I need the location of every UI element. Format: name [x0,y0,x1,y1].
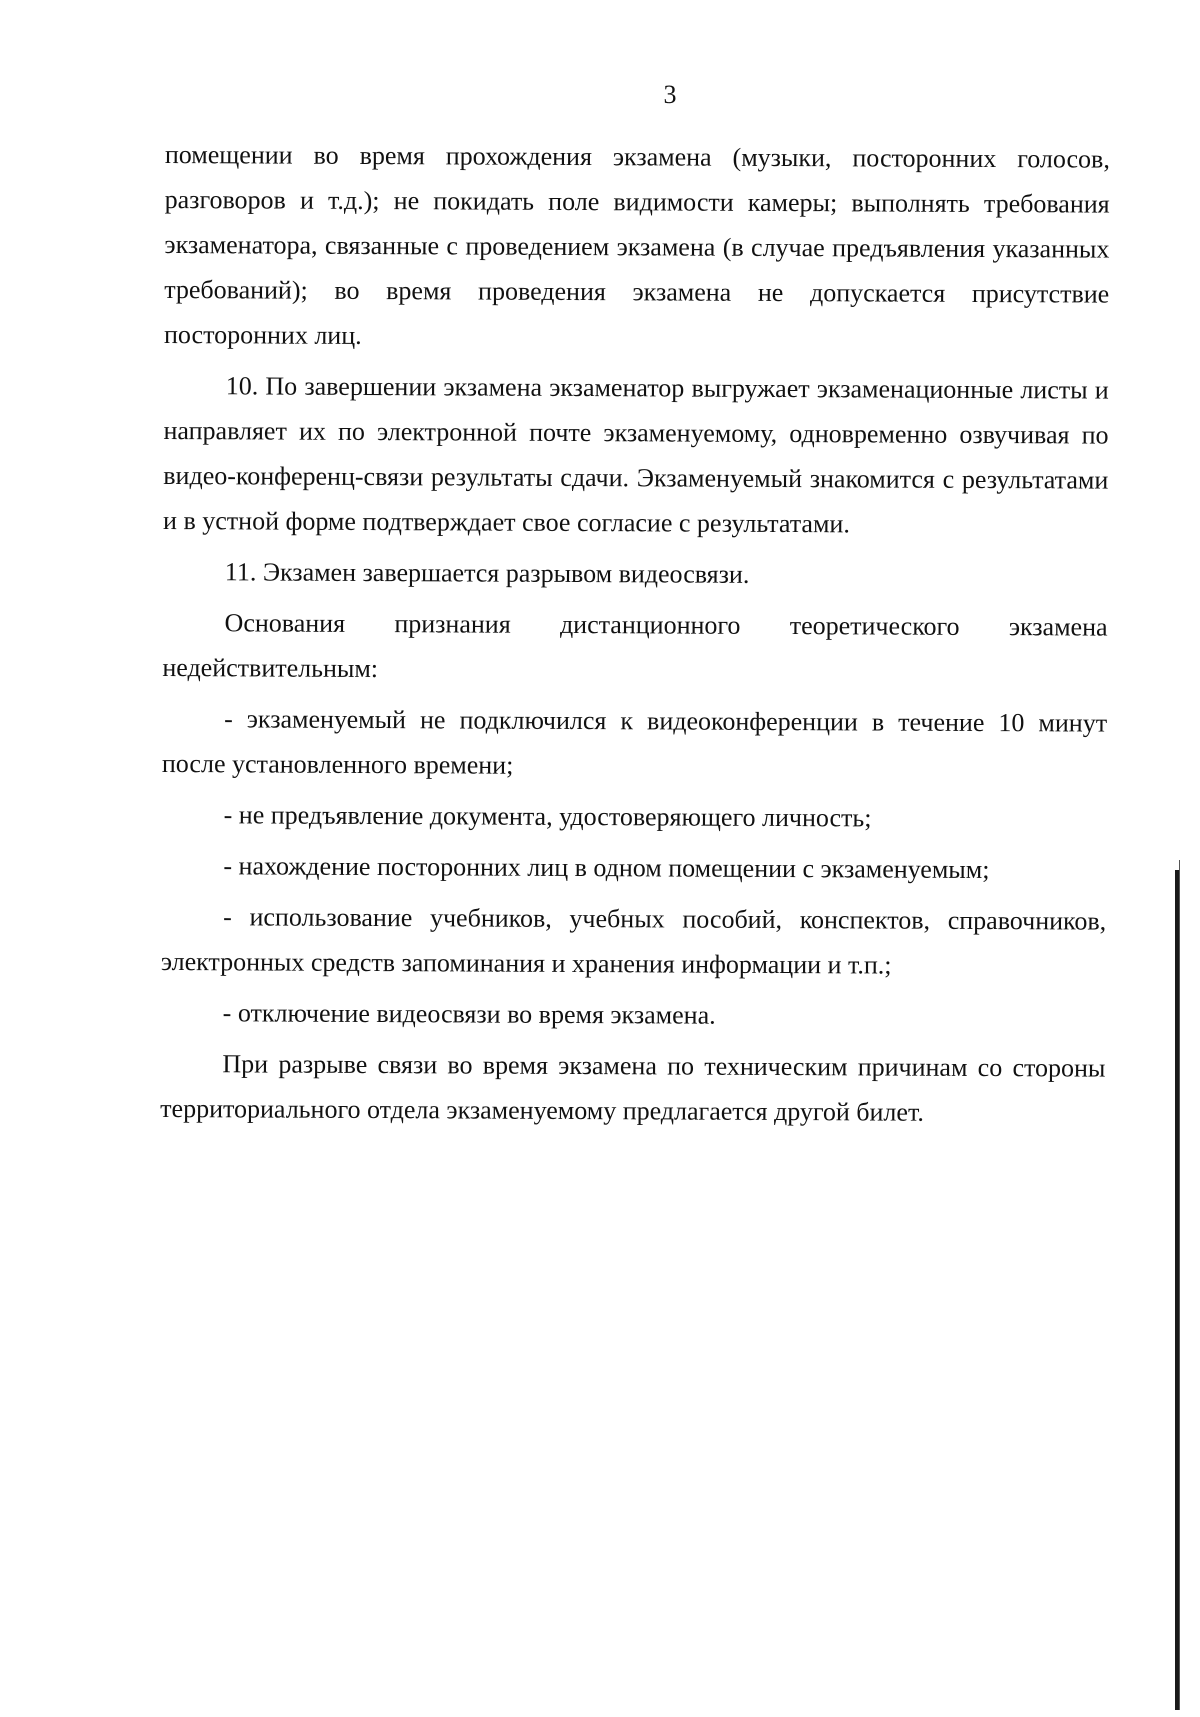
paragraph-final: При разрыве связи во время экзамена по техническим причинам со стороны территориального отдела экзаменуемому предлагается другой билет. [160,1049,1106,1127]
ground-list-item: - экзаменуемый не подключился к видеоконференции в течение 10 минут после установленного времени; [161,704,1108,780]
paragraph-item-10: 10. По завершении экзамена экзаменатор выгружает экзаменационные листы и направляет их по электронной почте экзаменуемому, одновременно озвучивая по видео-конференц-связи результаты сдачи. Экзаменуемый знакомится с результатами и в устной форме подтверждает свое согласие с результатами. [163,371,1109,539]
scan-edge-shadow [1175,870,1179,1710]
ground-list-item: - не предъявление документа, удостоверяющего личность; [223,800,872,833]
page-number: 3 [663,80,677,109]
paragraph-item-11: 11. Экзамен завершается разрывом видеосвязи. [224,557,750,589]
paragraph-continuation: помещении во время прохождения экзамена (музыки, посторонних голосов, разговоров и т.д.); не покидать поле видимости камеры; выполнять требования экзаменатора, связанные с проведением экзамена (в случае предъявления указанных требований); во время проведения экзамена не допускается присутствие посторонних лиц. [163,139,1110,350]
ground-list-item: - использование учебников, учебных пособий, конспектов, справочников, электронных средств запоминания и хранения информации и т.п.; [160,902,1107,980]
scan-edge-line [1179,860,1180,1710]
grounds-heading: Основания признания дистанционного теоретического экзамена недействительным: [162,608,1108,684]
ground-list-item: - нахождение посторонних лиц в одном помещении с экзаменуемым; [223,851,990,885]
ground-list-item: - отключение видеосвязи во время экзамена. [222,998,716,1030]
document-body [160,132,1110,1142]
